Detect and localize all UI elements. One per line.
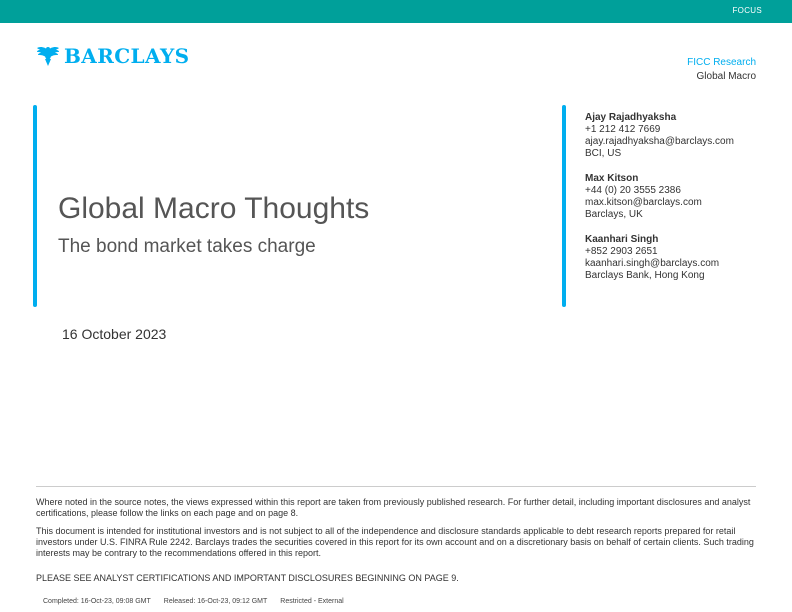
focus-tag: FOCUS (732, 6, 762, 15)
disclaimer-source-notes: Where noted in the source notes, the views expressed within this report are taken from previously published research. For further detail, including important disclosures and analyst certifications, please follow the links on each page and on page 8. (36, 497, 751, 518)
author-phone: +852 2903 2651 (585, 246, 658, 257)
author-entity: Barclays, UK (585, 209, 643, 220)
eagle-icon (36, 45, 60, 67)
classification-label: Restricted - External (280, 598, 344, 605)
author-phone: +1 212 412 7669 (585, 124, 661, 135)
author-card (585, 112, 775, 160)
barclays-logo (36, 44, 189, 68)
author-name: Kaanhari Singh (585, 234, 659, 245)
department-label (687, 56, 756, 84)
top-banner (0, 0, 792, 23)
author-email[interactable]: max.kitson@barclays.com (585, 197, 702, 208)
author-email[interactable]: kaanhari.singh@barclays.com (585, 258, 720, 269)
author-entity: BCI, US (585, 148, 622, 159)
author-name: Ajay Rajadhyaksha (585, 112, 677, 123)
footer-status (43, 598, 357, 605)
report-title: Global Macro Thoughts (58, 192, 370, 225)
department-line-1: FICC Research (687, 57, 756, 68)
author-list (585, 112, 775, 295)
left-accent-bar (33, 105, 37, 307)
completed-timestamp: Completed: 16-Oct-23, 09:08 GMT (43, 598, 151, 605)
author-card (585, 173, 775, 221)
author-phone: +44 (0) 20 3555 2386 (585, 185, 681, 196)
report-subtitle: The bond market takes charge (58, 236, 316, 257)
barclays-wordmark: BARCLAYS (64, 44, 190, 68)
report-date: 16 October 2023 (62, 326, 167, 342)
disclaimer-certifications: PLEASE SEE ANALYST CERTIFICATIONS AND IMPORTANT DISCLOSURES BEGINNING ON PAGE 9. (36, 573, 459, 583)
author-name: Max Kitson (585, 173, 639, 184)
right-accent-bar (562, 105, 566, 307)
released-timestamp: Released: 16-Oct-23, 09:12 GMT (163, 598, 268, 605)
author-entity: Barclays Bank, Hong Kong (585, 270, 705, 281)
author-email[interactable]: ajay.rajadhyaksha@barclays.com (585, 136, 734, 147)
disclaimer-institutional: This document is intended for institutional investors and is not subject to all of the independence and disclosure standards applicable to debt research reports prepared for retail investors under U.S. FINRA Rule 2242. Barclays trades the securities covered in this report for its own account and on a discretionary basis on behalf of certain clients. Such trading interests may be contrary to the recommendations offered in this report. (36, 526, 754, 558)
department-line-2: Global Macro (696, 71, 756, 82)
author-card (585, 234, 775, 282)
divider (36, 486, 756, 487)
